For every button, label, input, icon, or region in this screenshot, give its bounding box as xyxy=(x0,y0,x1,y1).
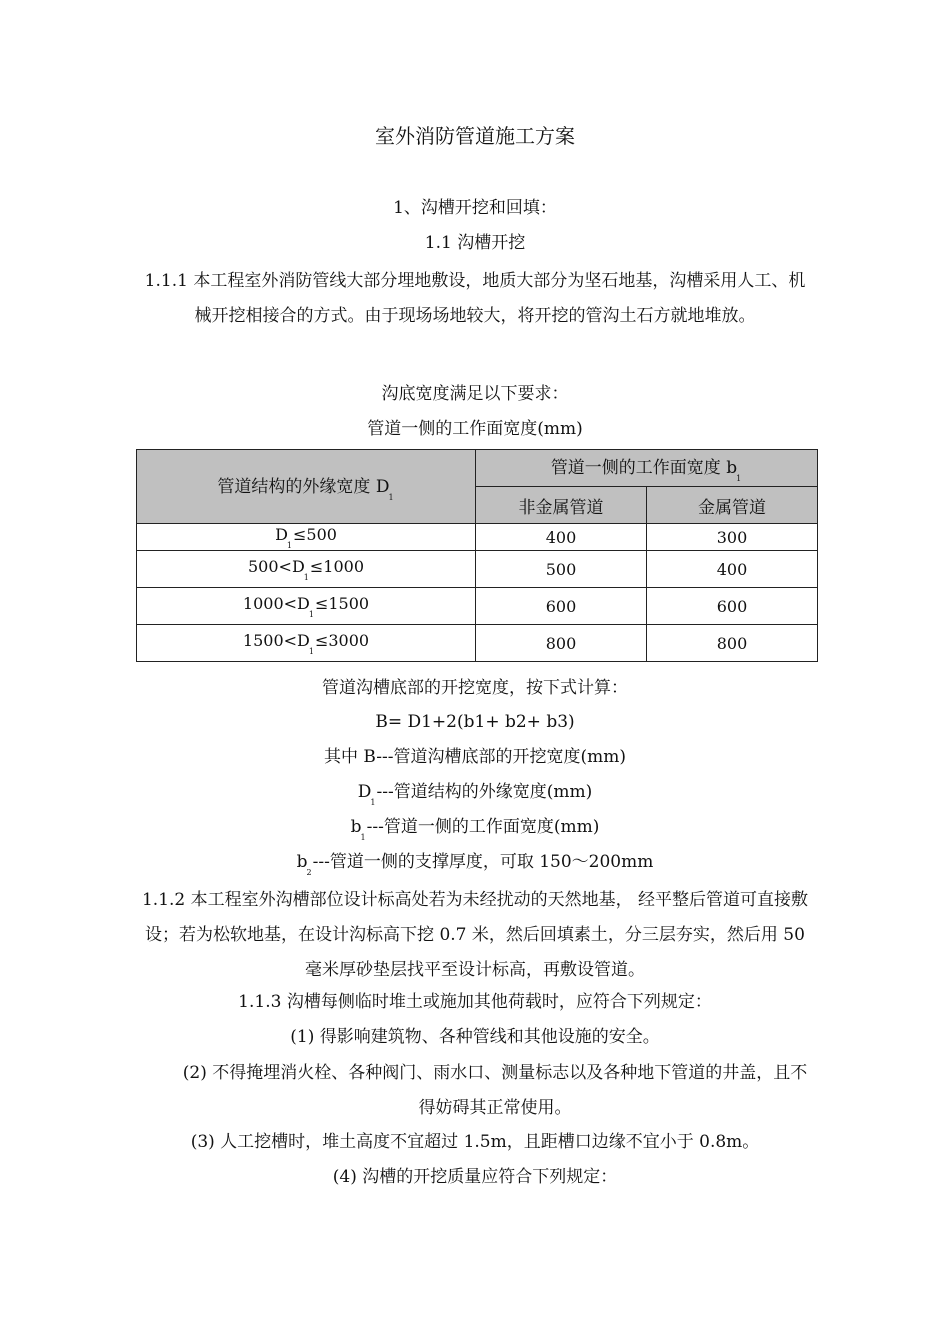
definition-D1: $D_1---$管道结构的外缘宽度(mm) xyxy=(357,782,593,807)
width-requirement-text: 沟底宽度满足以下要求： xyxy=(381,384,569,404)
document-title: 室外消防管道施工方案 xyxy=(375,124,575,148)
metal-cell: 600 xyxy=(647,588,818,625)
table-row xyxy=(137,551,818,588)
nonmetal-cell: 500 xyxy=(476,551,647,588)
work-width-table xyxy=(136,449,818,662)
list-item: (1) 得影响建筑物、各种管线和其他设施的安全。 xyxy=(290,1027,660,1047)
table-caption: 管道一侧的工作面宽度(mm) xyxy=(367,419,583,439)
width-formula: B= D1+2(b1+ b2+ b3) xyxy=(375,712,575,732)
list-item: (4) 沟槽的开挖质量应符合下列规定： xyxy=(332,1167,618,1187)
header-work-width: 管道一侧的工作面宽度 $b_1$ xyxy=(476,450,818,487)
section-heading: 1、沟槽开挖和回填： xyxy=(393,198,557,218)
nonmetal-cell: 800 xyxy=(476,625,647,662)
table-row xyxy=(137,524,818,551)
paragraph-1-1-2: 1.1.2 本工程室外沟槽部位设计标高处若为未经扰动的天然地基， 经平整后管道可直接敷设；若为松软地基，在设计沟标高下挖 0.7 米，然后回填素土，分三层夯实，然后用 50 毫米厚砂垫层找平至设计标高，再敷设管道。 xyxy=(141,890,809,980)
definition-B: 其中 B---管道沟槽底部的开挖宽度(mm) xyxy=(324,747,626,767)
metal-cell: 800 xyxy=(647,625,818,662)
range-cell: $1000<D_1\le 1500$ xyxy=(137,588,476,625)
list-item: (3) 人工挖槽时，堆土高度不宜超过 1.5m，且距槽口边缘不宜小于 0.8m。 xyxy=(190,1132,760,1152)
table-row xyxy=(137,625,818,662)
paragraph-1-1-1: 1.1.1 本工程室外消防管线大部分埋地敷设，地质大部分为坚石地基，沟槽采用人工、机械开挖相接合的方式。由于现场场地较大，将开挖的管沟土石方就地堆放。 xyxy=(144,271,806,326)
definition-b2: $b_2---$管道一侧的支撑厚度，可取 150～200mm xyxy=(296,852,654,877)
paragraph-1-1-3: 1.1.3 沟槽每侧临时堆土或施加其他荷载时，应符合下列规定： xyxy=(238,992,712,1012)
header-nonmetal: 非金属管道 xyxy=(476,487,647,524)
range-cell: $500<D_1\le 1000$ xyxy=(137,551,476,588)
table-row xyxy=(137,588,818,625)
range-cell: $1500<D_1\le 3000$ xyxy=(137,625,476,662)
nonmetal-cell: 400 xyxy=(476,524,647,551)
range-cell: $D_1\le 500$ xyxy=(137,524,476,551)
subsection-heading: 1.1 沟槽开挖 xyxy=(424,233,526,253)
list-item: (2) 不得掩埋消火栓、各种阀门、雨水口、测量标志以及各种地下管道的井盖，且不得妨碍其正常使用。 xyxy=(182,1063,808,1118)
metal-cell: 400 xyxy=(647,551,818,588)
metal-cell: 300 xyxy=(647,524,818,551)
calc-intro: 管道沟槽底部的开挖宽度，按下式计算： xyxy=(322,678,628,698)
nonmetal-cell: 600 xyxy=(476,588,647,625)
header-metal: 金属管道 xyxy=(647,487,818,524)
header-outer-width: 管道结构的外缘宽度 $D_1$ xyxy=(137,450,476,524)
definition-b1: $b_1---$管道一侧的工作面宽度(mm) xyxy=(350,817,600,842)
